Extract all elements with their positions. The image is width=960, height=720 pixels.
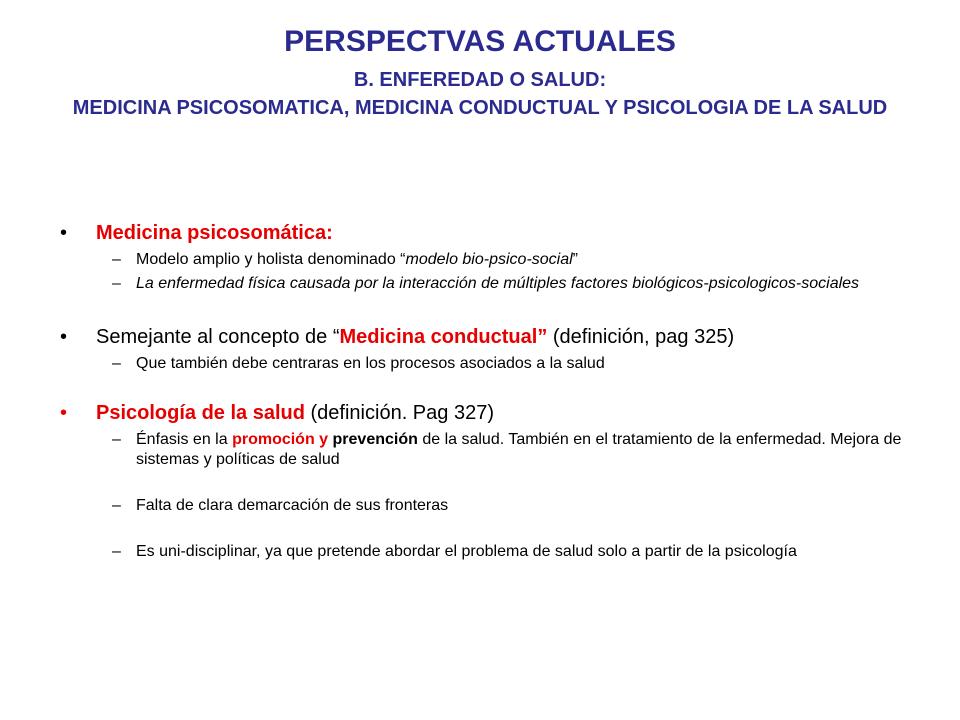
dash-marker: –	[112, 355, 121, 372]
bullet-close-quote: ”	[537, 326, 548, 348]
bullet-marker: •	[60, 222, 68, 244]
slide-title: PERSPECTVAS ACTUALES	[284, 25, 676, 58]
bullet-marker: •	[60, 402, 68, 424]
sub-item-text-end: ”	[572, 251, 578, 268]
sub-item-text: La enfermedad física causada por la interacción de múltiples factores biológicos-psicologicos-sociales	[136, 275, 860, 292]
sub-item-enfasis	[60, 430, 920, 470]
sub-item-prevencion: prevención	[332, 431, 418, 448]
sub-item-enfermedad	[60, 274, 920, 294]
slide-subtitle-2: MEDICINA PSICOSOMATICA, MEDICINA CONDUCTUAL Y PSICOLOGIA DE LA SALUD	[72, 97, 888, 119]
sub-item-unidisciplinar	[60, 542, 920, 562]
dash-marker: –	[112, 251, 121, 268]
sub-item-demarcacion	[60, 496, 920, 516]
dash-marker: –	[112, 497, 121, 514]
sub-item-text: Énfasis en la	[136, 431, 233, 448]
sub-item-italic: modelo bio-psico-social	[405, 251, 573, 268]
bullet-text-end: (definición, pag 325)	[547, 326, 735, 348]
sub-item-modelo	[60, 250, 920, 270]
sub-item-procesos	[60, 354, 920, 374]
sub-item-text-end: de la salud. También en el tratamiento de la enfermedad. Mejora de sistemas y políticas de salud	[136, 431, 902, 468]
bullet-text-end: (definición. Pag 327)	[304, 402, 494, 424]
bullet-highlight: Medicina conductual	[339, 326, 538, 348]
slide-subtitle-1: B. ENFEREDAD O SALUD:	[353, 69, 607, 91]
sub-item-text: Que también debe centraras en los procesos asociados a la salud	[136, 355, 605, 372]
dash-marker: –	[112, 275, 121, 292]
sub-item-text: Falta de clara demarcación de sus fronteras	[136, 497, 449, 514]
bullet-label: Medicina psicosomática:	[96, 222, 333, 244]
dash-marker: –	[112, 431, 121, 448]
dash-marker: –	[112, 543, 121, 560]
bullet-marker: •	[60, 326, 68, 348]
slide-title-block	[20, 22, 940, 122]
sub-item-text: Es uni-disciplinar, ya que pretende abordar el problema de salud solo a partir de la psicología	[136, 543, 797, 560]
bullet-psicologia-salud	[60, 400, 920, 426]
bullet-medicina-conductual	[60, 324, 920, 350]
slide-content	[60, 220, 920, 562]
bullet-medicina-psicosomatica	[60, 220, 920, 246]
sub-item-text: Modelo amplio y holista denominado “	[136, 251, 406, 268]
bullet-text: Semejante al concepto de “	[96, 326, 340, 348]
sub-item-promocion: promoción y	[232, 431, 333, 448]
bullet-highlight: Psicología de la salud	[96, 402, 305, 424]
